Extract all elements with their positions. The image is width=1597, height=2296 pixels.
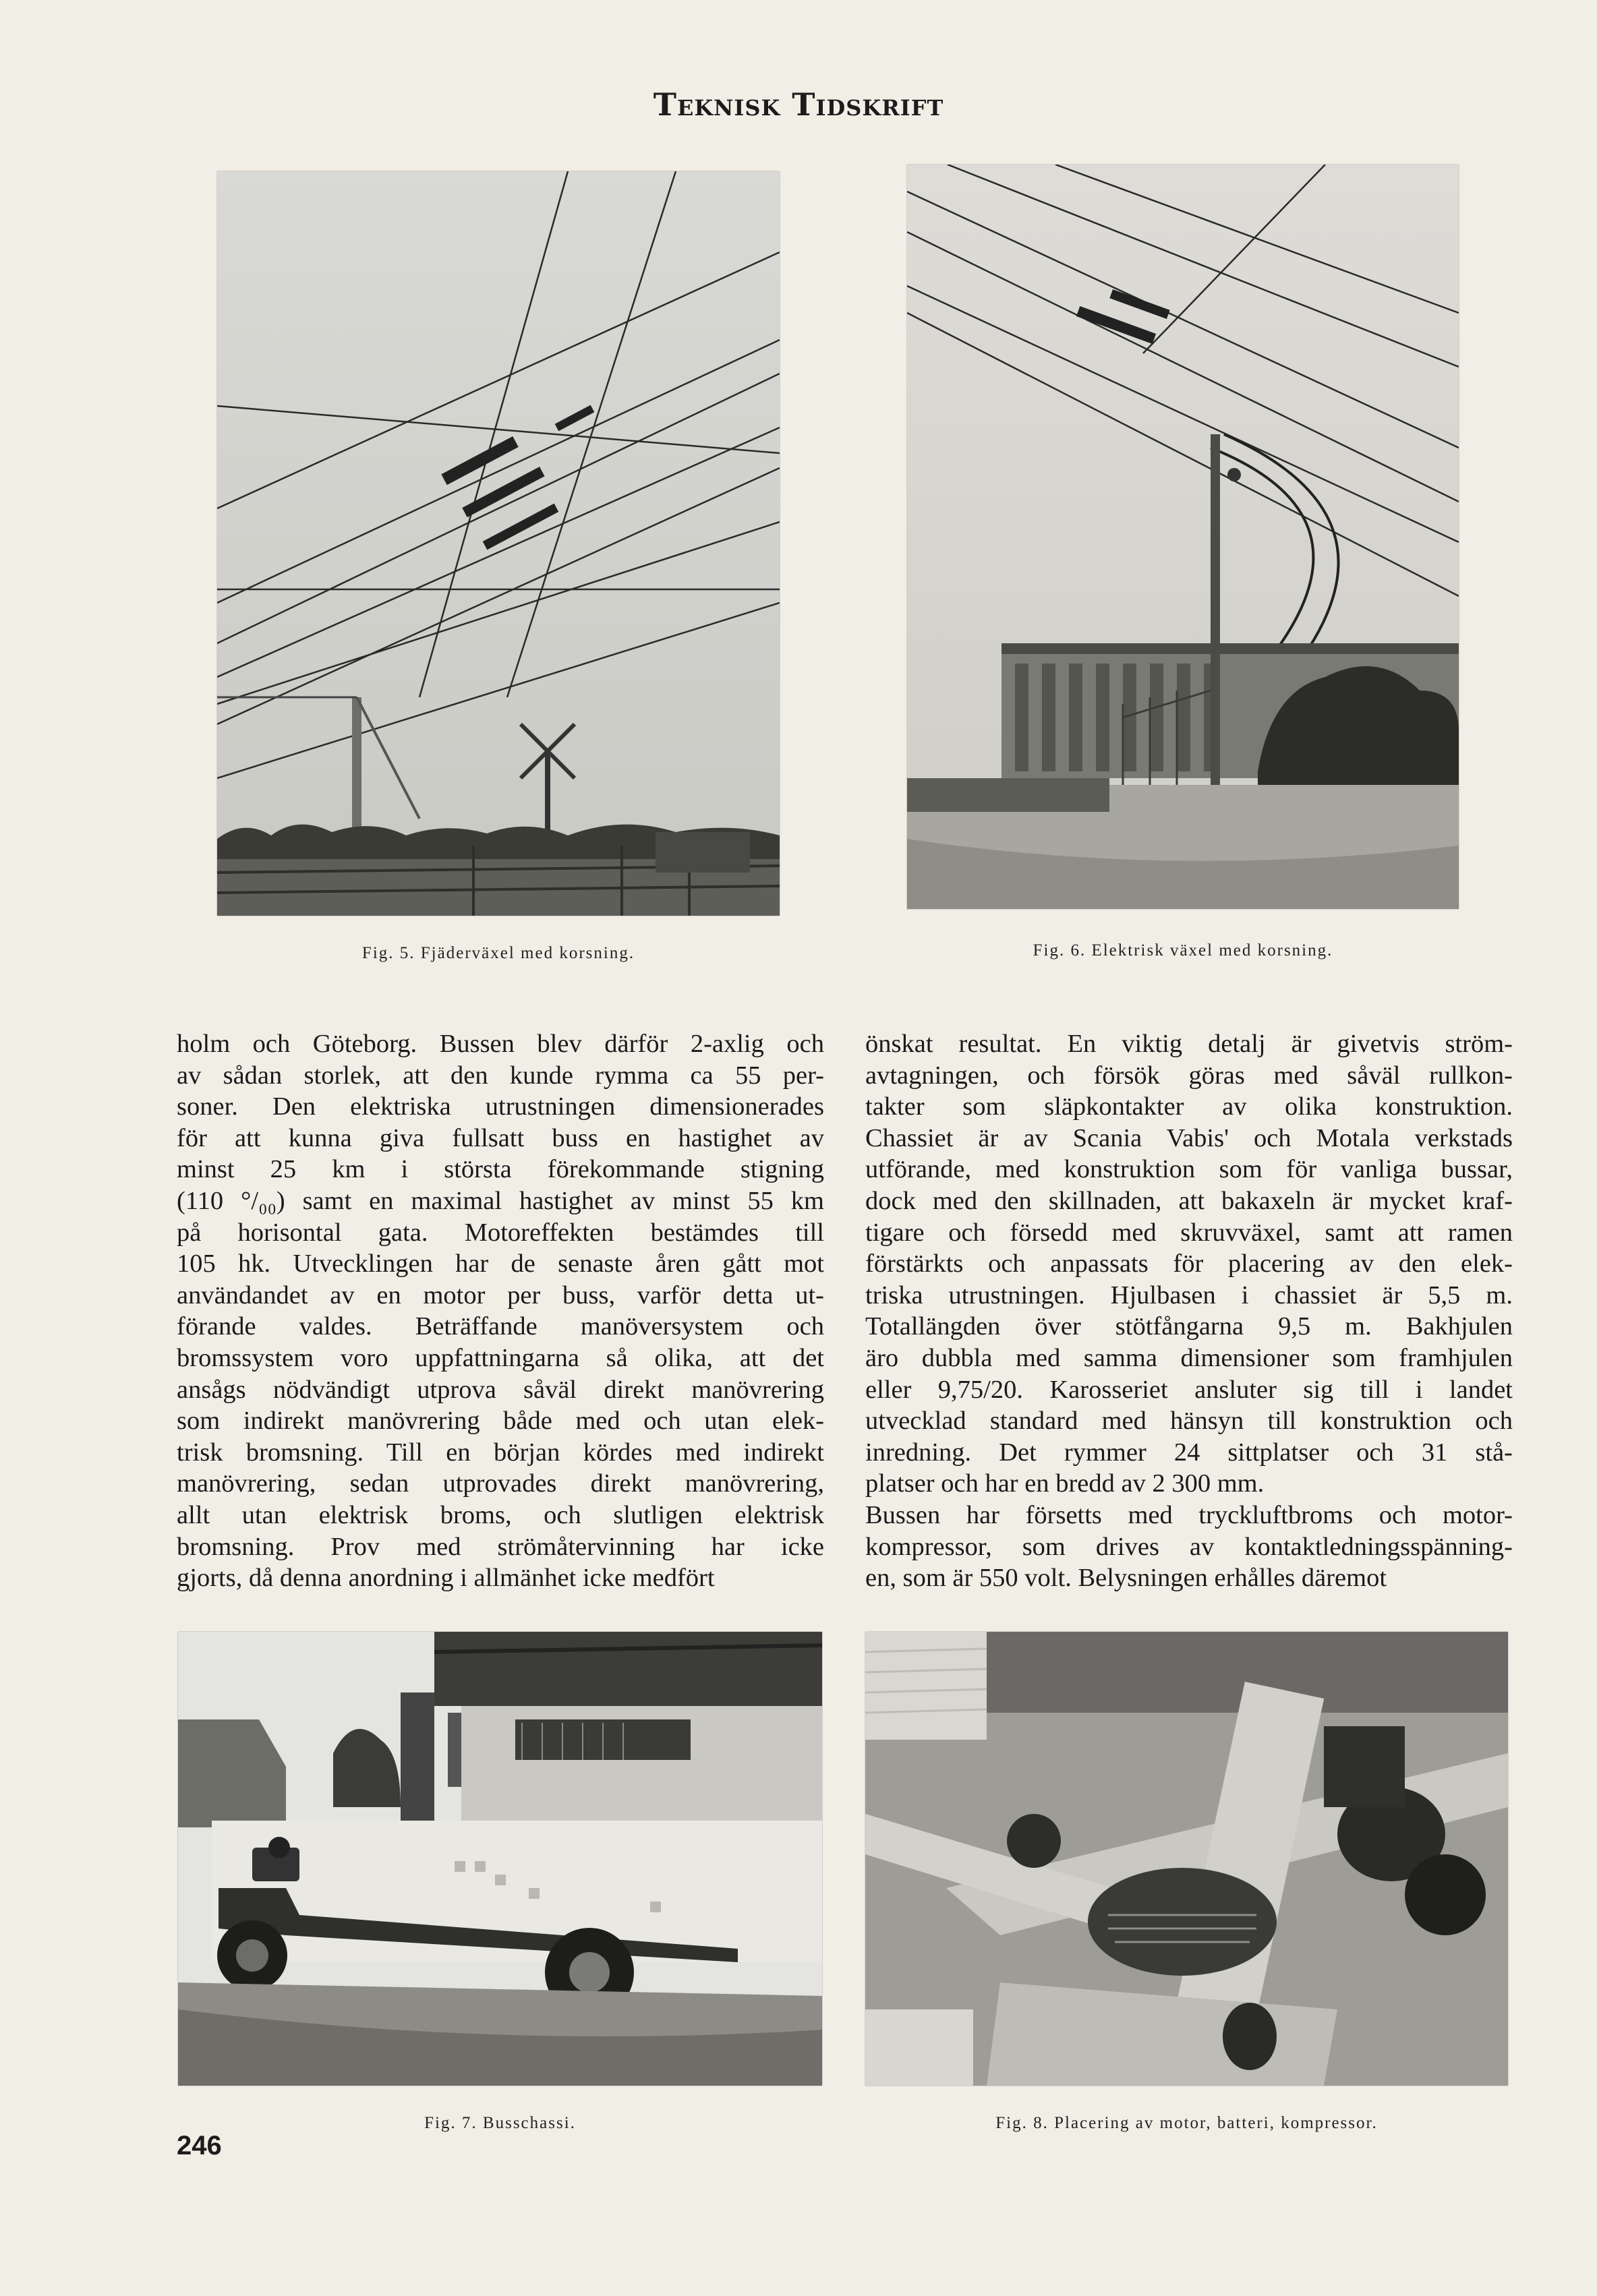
text-line: avtagningen, och försök göras med såväl rullkon- — [865, 1061, 1513, 1090]
text-line: inredning. Det rymmer 24 sittplatser och 31 stå- — [865, 1438, 1513, 1467]
text-line: utvecklad standard med hänsyn till konstruktion och — [865, 1407, 1513, 1436]
figure-6-photo — [907, 165, 1459, 909]
figure-5-photo — [217, 171, 780, 916]
text-line: bromsning. Prov med strömåtervinning har icke — [177, 1532, 824, 1561]
text-line: triska utrustningen. Hjulbasen i chassiet är 5,5 m. — [865, 1281, 1513, 1309]
text-line: Bussen har försetts med tryckluftbroms och motor- — [865, 1500, 1513, 1529]
text-line: gjorts, då denna anordning i allmänhet icke medfört — [177, 1564, 715, 1593]
text-line: användandet av en motor per buss, varför detta ut- — [177, 1281, 824, 1309]
text-line: Chassiet är av Scania Vabis' och Motala verkstads — [865, 1123, 1513, 1152]
text-line: Totallängden över stötfångarna 9,5 m. Bakhjulen — [865, 1312, 1513, 1341]
text-line: (110 °/₀₀) samt en maximal hastighet av minst 55 km — [177, 1186, 824, 1215]
text-line: minst 25 km i största förekommande stigning — [177, 1155, 824, 1184]
text-line: takter som släpkontakter av olika konstruktion. — [865, 1092, 1513, 1121]
text-line: förstärkts och anpassats för placering av den elek- — [865, 1249, 1513, 1278]
text-line: dock med den skillnaden, att bakaxeln är mycket kraf- — [865, 1186, 1513, 1215]
text-line: kompressor, som drives av kontaktledningsspänning- — [865, 1532, 1513, 1561]
text-line: önskat resultat. En viktig detalj är givetvis ström- — [865, 1030, 1513, 1058]
text-line: en, som är 550 volt. Belysningen erhålles däremot — [865, 1564, 1387, 1593]
text-line: ansågs nödvändigt utprova såväl direkt manövrering — [177, 1375, 824, 1404]
page-number: 246 — [177, 2131, 222, 2160]
figure-8-caption: Fig. 8. Placering av motor, batteri, kompressor. — [995, 2114, 1378, 2132]
text-line: trisk bromsning. Till en början kördes med indirekt — [177, 1438, 824, 1467]
right-text-column — [865, 1028, 1513, 1594]
text-line: för att kunna giva fullsatt buss en hastighet av — [177, 1123, 824, 1152]
figure-7-photo — [178, 1632, 822, 2086]
figure-7-caption: Fig. 7. Busschassi. — [424, 2114, 576, 2132]
figure-5-caption: Fig. 5. Fjäderväxel med korsning. — [361, 944, 635, 962]
text-line: tigare och försedd med skruvväxel, samt att ramen — [865, 1218, 1513, 1247]
text-line: av sådan storlek, att den kunde rymma ca 55 per- — [177, 1061, 824, 1090]
text-line: manövrering, sedan utprovades direkt manövrering, — [177, 1469, 824, 1498]
text-line: platser och har en bredd av 2 300 mm. — [865, 1469, 1265, 1498]
left-text-column — [177, 1028, 824, 1594]
figure-6-caption: Fig. 6. Elektrisk växel med korsning. — [1033, 941, 1333, 960]
text-line: holm och Göteborg. Bussen blev därför 2-axlig och — [177, 1030, 824, 1058]
text-line: eller 9,75/20. Karosseriet ansluter sig till i landet — [865, 1375, 1513, 1404]
text-line: 105 hk. Utvecklingen har de senaste åren gått mot — [177, 1249, 824, 1278]
text-line: bromssystem voro uppfattningarna så olika, att det — [177, 1343, 824, 1372]
text-line: förande valdes. Beträffande manöversystem och — [177, 1312, 824, 1341]
figure-8-photo — [865, 1632, 1508, 2086]
journal-title: Teknisk Tidskrift — [653, 86, 944, 123]
text-line: äro dubbla med samma dimensioner som framhjulen — [865, 1343, 1513, 1372]
text-line: allt utan elektrisk broms, och slutligen elektrisk — [177, 1500, 824, 1529]
text-line: som indirekt manövrering både med och utan elek- — [177, 1407, 824, 1436]
text-line: på horisontal gata. Motoreffekten bestämdes till — [177, 1218, 824, 1247]
text-line: soner. Den elektriska utrustningen dimensionerades — [177, 1092, 824, 1121]
text-line: utförande, med konstruktion som för vanliga bussar, — [865, 1155, 1513, 1184]
